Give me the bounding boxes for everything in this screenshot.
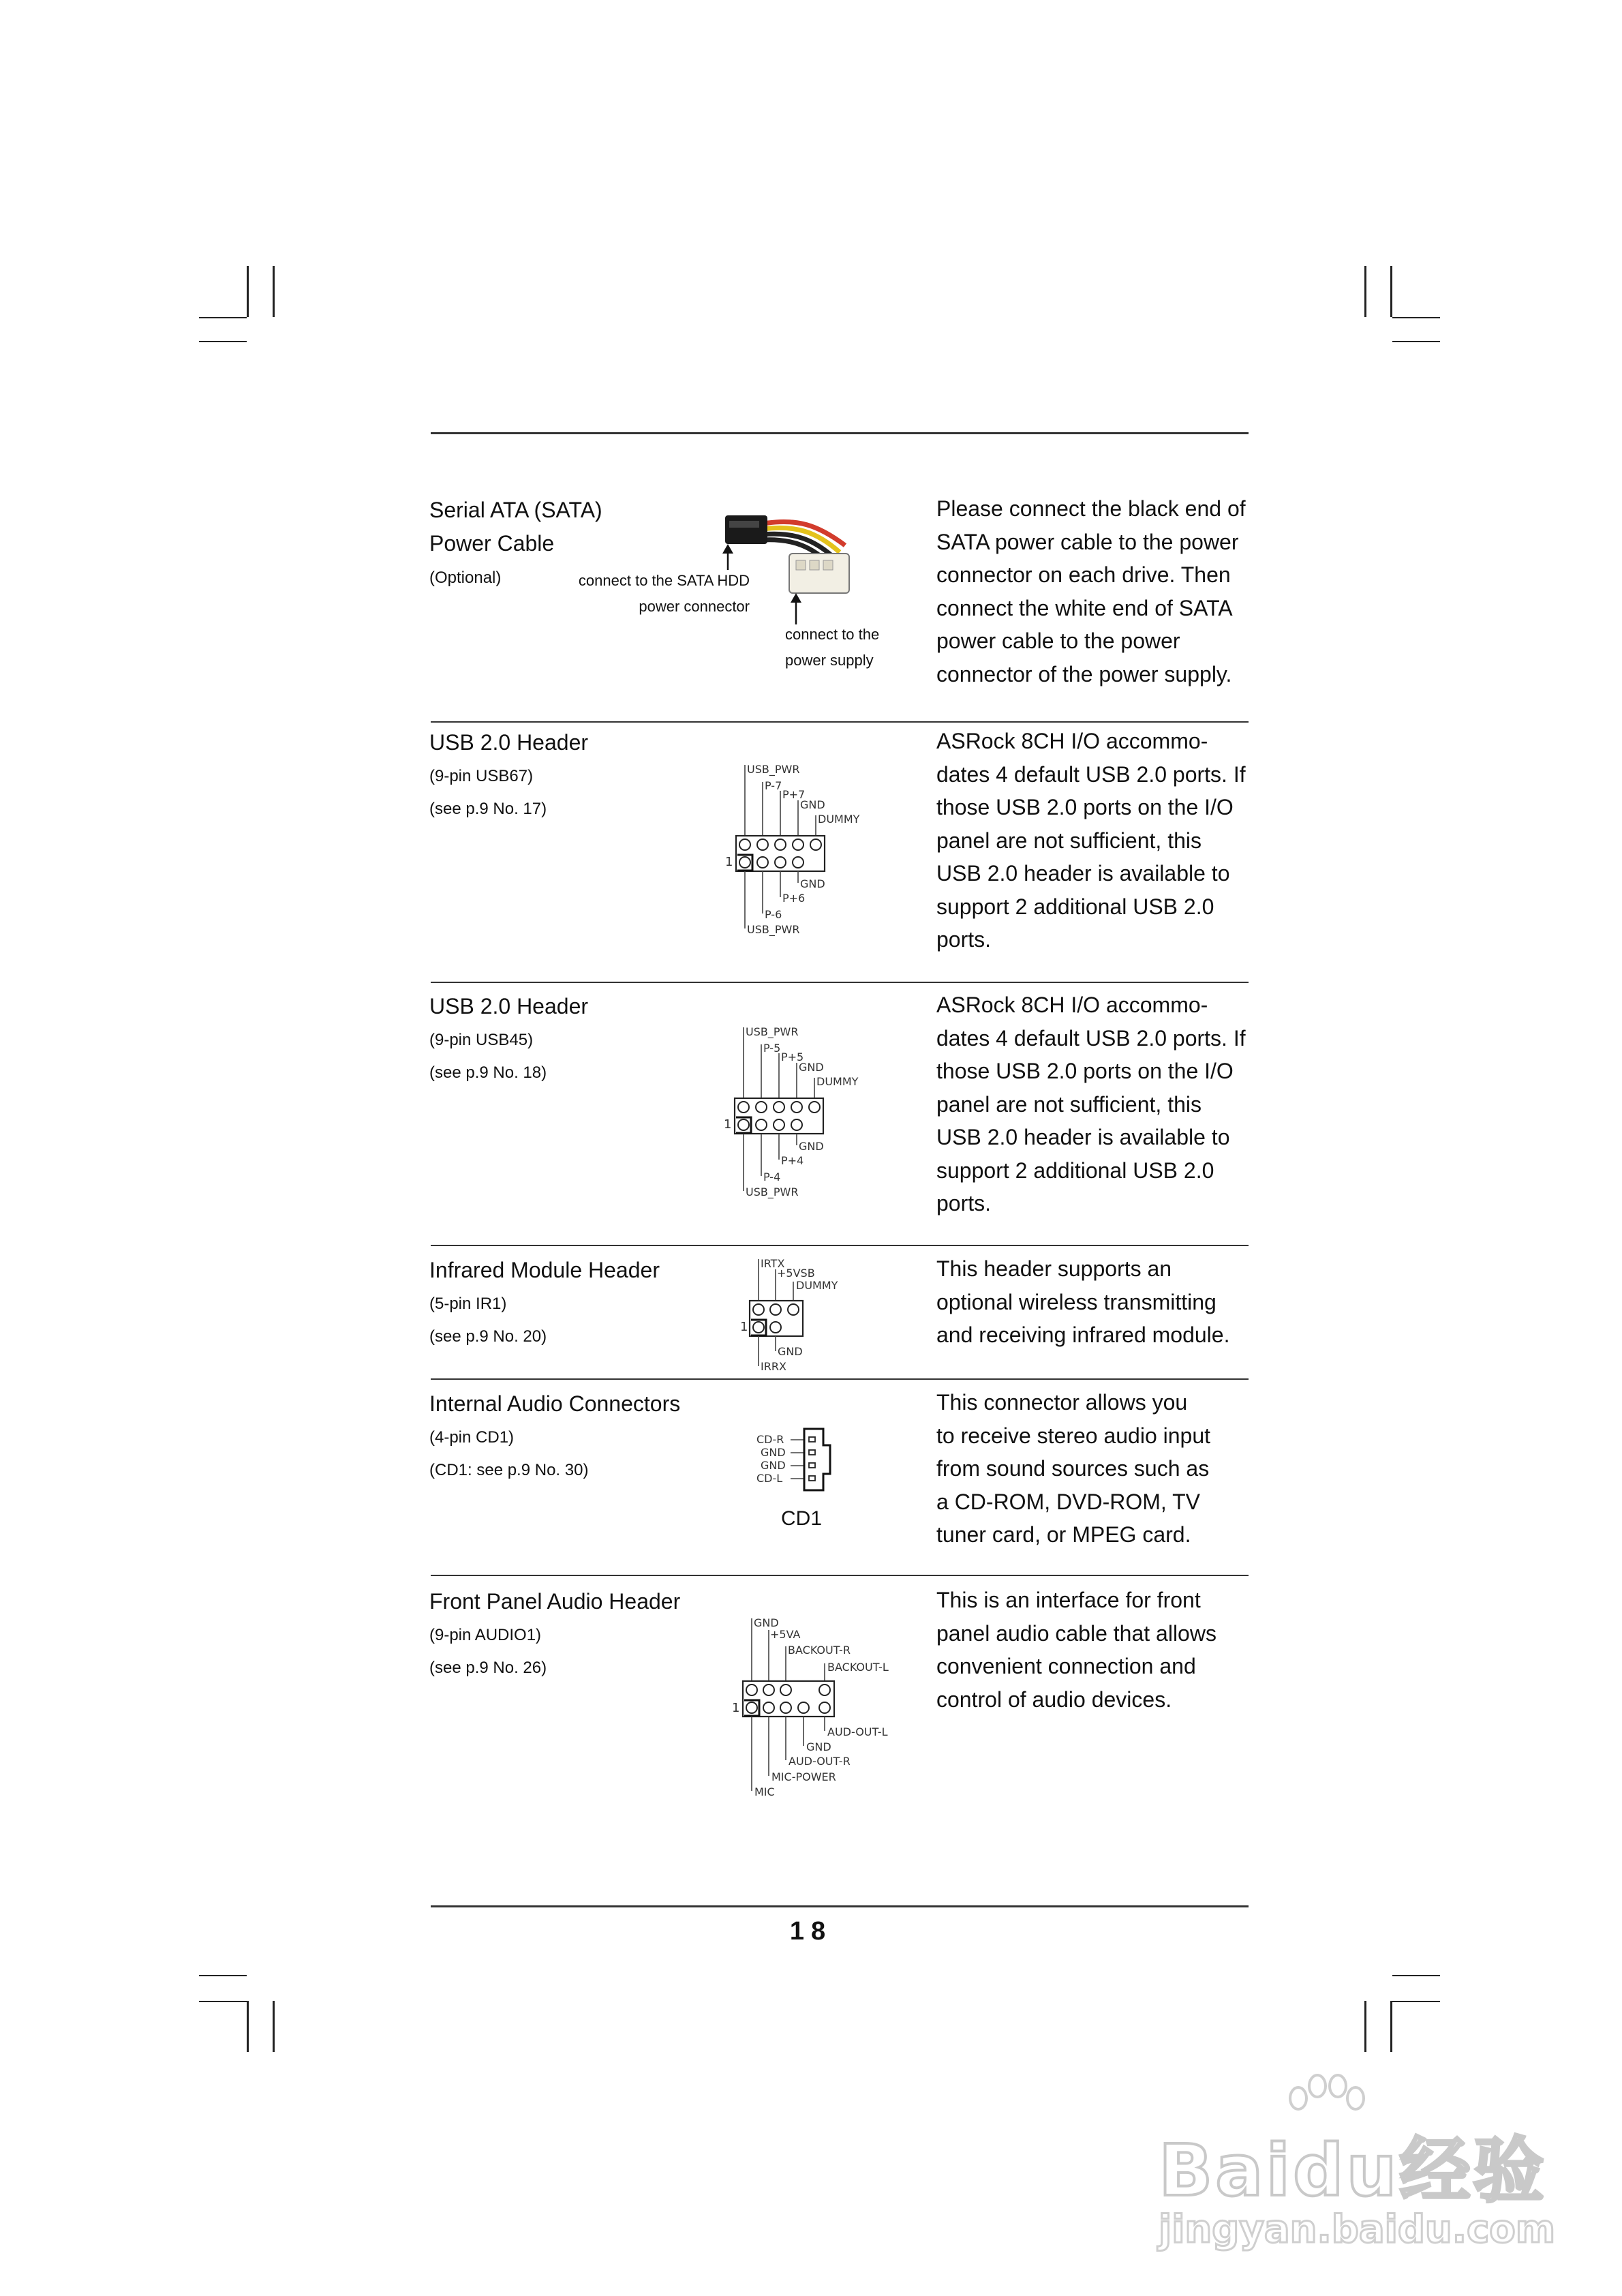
section-description: ASRock 8CH I/O accommo- dates 4 default USB 2.0 ports. If those USB 2.0 ports on the I/O panel are not sufficient, this USB 2.0 header is available to support 2 additional USB 2.0 ports. — [936, 993, 1246, 1215]
section-sub: (9-pin USB67) — [429, 767, 534, 785]
pin-label: USB_PWR — [746, 1185, 799, 1198]
crop-mark — [1364, 266, 1366, 317]
pin-label: BACKOUT-L — [827, 1661, 889, 1674]
crop-mark — [247, 266, 249, 317]
crop-mark — [199, 1975, 247, 1976]
pin-label: GND — [754, 1616, 779, 1629]
section-title: Front Panel Audio Header — [429, 1589, 681, 1614]
pin-label: AUD-OUT-L — [827, 1725, 888, 1738]
pin-label: MIC — [754, 1785, 775, 1798]
pin-one-marker: 1 — [724, 1117, 732, 1132]
pin-label: P-5 — [763, 1042, 781, 1055]
section-sub: (9-pin USB45) — [429, 1031, 534, 1049]
section-description: This connector allows you to receive stereo audio input from sound sources such as a CD-ROM, DVD-ROM, TV tuner card, or MPEG card. — [936, 1390, 1211, 1547]
section-divider — [431, 1378, 1249, 1380]
pin-label: GND — [806, 1740, 831, 1753]
pin-label: GND — [799, 1140, 824, 1153]
section-divider — [431, 1575, 1249, 1576]
section-description: This is an interface for front panel audio cable that allows convenient connection and control of audio devices. — [936, 1588, 1216, 1712]
pin-label: P-6 — [765, 908, 782, 921]
pin-label: +5VSB — [777, 1267, 815, 1280]
pin-label: MIC-POWER — [771, 1770, 836, 1783]
pin-label: GND — [761, 1446, 786, 1459]
pin-label: P-4 — [763, 1170, 781, 1183]
hdd-annotation: connect to the SATA HDD power connector — [578, 572, 750, 615]
section-sub: (Optional) — [429, 569, 502, 587]
cd1-connector-diagram — [750, 1425, 859, 1500]
pin-one-marker: 1 — [725, 855, 733, 869]
paw-icon — [1278, 2072, 1373, 2141]
crop-mark — [199, 341, 247, 342]
audio-header-diagram — [726, 1612, 904, 1810]
section-title: Internal Audio Connectors — [429, 1391, 681, 1416]
pin-label: CD-R — [756, 1433, 784, 1446]
section-description: ASRock 8CH I/O accommo- dates 4 default USB 2.0 ports. If those USB 2.0 ports on the I/O panel are not sufficient, this USB 2.0 header is available to support 2 additional USB 2.0 ports. — [936, 729, 1246, 952]
pin-label: +5VA — [770, 1628, 801, 1641]
section-divider — [431, 982, 1249, 983]
usb67-header-diagram — [722, 760, 886, 944]
pin-label: P-7 — [765, 779, 782, 792]
section-sub: (4-pin CD1) — [429, 1428, 515, 1447]
usb45-header-diagram — [721, 1023, 885, 1207]
crop-mark — [1392, 317, 1440, 318]
pin-label: DUMMY — [796, 1279, 838, 1292]
connector-label: CD1 — [781, 1507, 823, 1530]
pin-label: GND — [800, 798, 825, 811]
section-sub: (see p.9 No. 17) — [429, 800, 547, 818]
psu-annotation: connect to the power supply — [785, 626, 880, 669]
pin-label: IRRX — [761, 1360, 786, 1373]
watermark-url: jingyan.baidu.com — [1159, 2207, 1556, 2252]
bottom-rule — [431, 1905, 1249, 1907]
section-sub: (see p.9 No. 26) — [429, 1659, 547, 1677]
section-sub: (CD1: see p.9 No. 30) — [429, 1461, 589, 1479]
pin-label: GND — [778, 1345, 803, 1358]
crop-mark — [273, 2001, 275, 2052]
pin-label: USB_PWR — [746, 1025, 799, 1038]
baidu-watermark — [1159, 2072, 1556, 2263]
pin-label: BACKOUT-R — [788, 1644, 851, 1657]
page-number: 18 — [789, 1917, 833, 1946]
crop-mark — [1392, 2001, 1440, 2002]
section-description: This header supports an optional wireless transmitting and receiving infrared module. — [936, 1256, 1230, 1347]
section-divider — [431, 721, 1249, 723]
crop-mark — [1390, 2001, 1392, 2052]
crop-mark — [273, 266, 275, 317]
top-rule — [431, 432, 1249, 434]
crop-mark — [247, 2001, 249, 2052]
pin-label: USB_PWR — [747, 763, 800, 776]
section-title: USB 2.0 Header — [429, 994, 589, 1018]
pin-label: AUD-OUT-R — [789, 1755, 851, 1768]
crop-mark — [1392, 341, 1440, 342]
pin-one-marker: 1 — [740, 1320, 748, 1334]
section-title: Infrared Module Header — [429, 1258, 660, 1282]
crop-mark — [1364, 2001, 1366, 2052]
pin-label: IRTX — [761, 1257, 785, 1270]
crop-mark — [199, 317, 247, 318]
pin-label: P+6 — [782, 892, 806, 905]
ir-header-diagram — [735, 1254, 871, 1377]
pin-label: P+4 — [781, 1154, 804, 1167]
section-sub: (5-pin IR1) — [429, 1295, 507, 1313]
section-description: Please connect the black end of SATA power cable to the power connector on each drive. Then connect the white end of SATA power cable to the power connector of the power supply. — [936, 496, 1246, 686]
pin-label: DUMMY — [816, 1075, 859, 1088]
pin-label: GND — [800, 877, 825, 890]
crop-mark — [1390, 266, 1392, 317]
pin-one-marker: 1 — [732, 1701, 740, 1715]
pin-label: CD-L — [756, 1472, 783, 1485]
section-sub: (9-pin AUDIO1) — [429, 1626, 542, 1644]
pin-label: GND — [761, 1459, 786, 1472]
section-sub: (see p.9 No. 18) — [429, 1063, 547, 1082]
pin-label: USB_PWR — [747, 923, 800, 936]
pin-label: DUMMY — [818, 813, 860, 826]
crop-mark — [1392, 1975, 1440, 1976]
crop-mark — [199, 2001, 247, 2002]
section-divider — [431, 1245, 1249, 1246]
watermark-logo-text: Baidu经验 — [1159, 2129, 1547, 2212]
pin-label: GND — [799, 1061, 824, 1074]
section-title: Serial ATA (SATA) Power Cable — [429, 498, 602, 556]
pin-label: P+5 — [781, 1051, 804, 1063]
section-sub: (see p.9 No. 20) — [429, 1327, 547, 1346]
sata-cable-illustration — [716, 504, 879, 627]
section-title: USB 2.0 Header — [429, 730, 589, 755]
pin-label: P+7 — [782, 788, 806, 801]
